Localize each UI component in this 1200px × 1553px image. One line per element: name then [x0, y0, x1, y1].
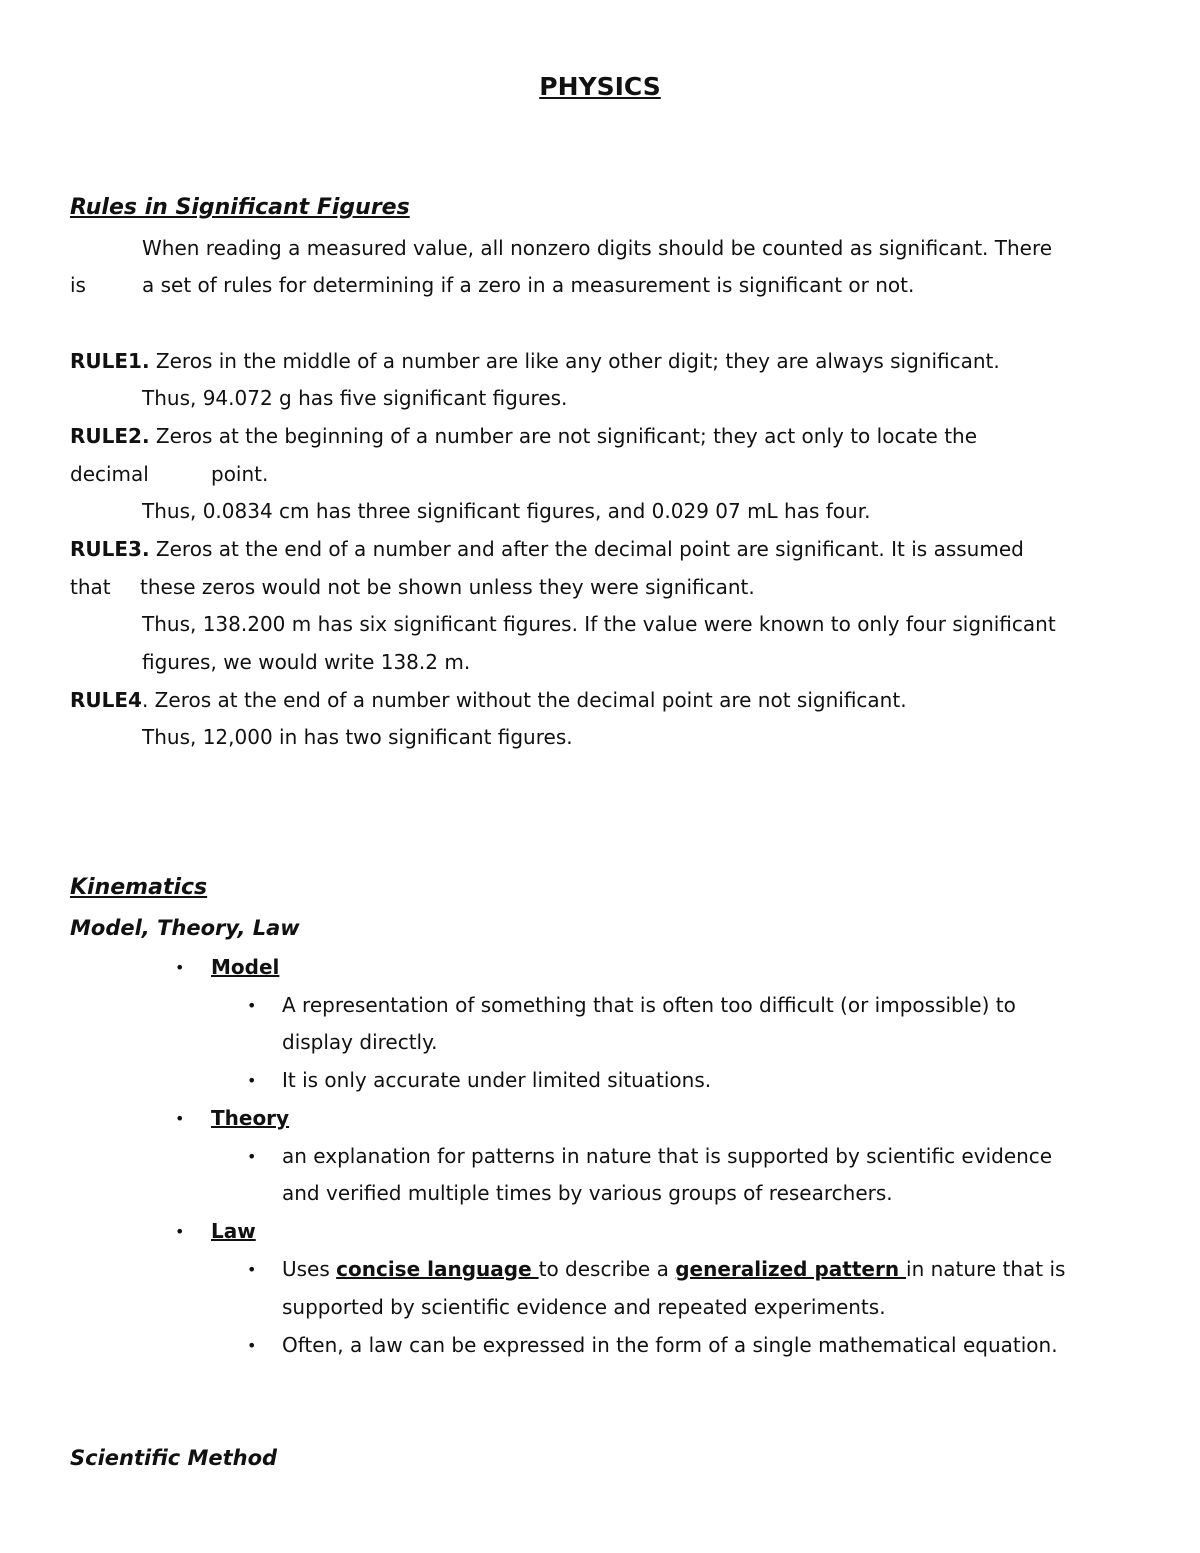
rule-4-label: RULE4: [70, 688, 142, 712]
section-heading-kinematics: Kinematics: [70, 875, 208, 900]
page-title: PHYSICS: [539, 72, 661, 101]
rule-4-example: Thus, 12,000 in has two significant figures.: [142, 725, 573, 749]
law-term-concise-language: concise language: [336, 1257, 539, 1281]
subheading-model-theory-law: Model, Theory, Law: [70, 916, 300, 940]
model-item-2: It is only accurate under limited situations.: [282, 1068, 712, 1092]
law-item-1-mid: to describe a: [538, 1257, 676, 1281]
rule-3: [70, 539, 1024, 559]
model-item-1-line-1: A representation of something that is often too difficult (or impossible) to: [282, 993, 1016, 1017]
bullet-icon: •: [247, 1336, 257, 1355]
model-item-1-line-2: display directly.: [282, 1030, 438, 1054]
rule-2-decimal: decimal: [70, 462, 149, 486]
rule-2-text: Zeros at the beginning of a number are not significant; they act only to locate the: [149, 424, 978, 448]
rule-2-label: RULE2.: [70, 424, 150, 448]
rule-2: [70, 426, 977, 446]
rule-3-continuation: these zeros would not be shown unless they were significant.: [140, 575, 755, 599]
model-label: Model: [211, 955, 280, 979]
rule-1: [70, 351, 1000, 371]
rule-3-example-1: Thus, 138.200 m has six significant figures. If the value were known to only four significant: [142, 612, 1056, 636]
bullet-icon: •: [247, 1071, 257, 1090]
subheading-scientific-method: Scientific Method: [70, 1446, 278, 1470]
bullet-icon: •: [247, 996, 257, 1015]
bullet-icon: •: [247, 1260, 257, 1279]
rule-2-example: Thus, 0.0834 cm has three significant figures, and 0.029 07 mL has four.: [142, 499, 871, 523]
law-item-1-line-2: supported by scientific evidence and repeated experiments.: [282, 1295, 886, 1319]
intro-is: is: [70, 273, 86, 297]
rule-4-text: . Zeros at the end of a number without the decimal point are not significant.: [141, 688, 907, 712]
bullet-icon: •: [247, 1147, 257, 1166]
law-item-1-line-1: [282, 1259, 1065, 1279]
rule-1-text: Zeros in the middle of a number are like any other digit; they are always significant.: [149, 349, 1000, 373]
bullet-icon: •: [175, 1109, 185, 1128]
intro-line-1: When reading a measured value, all nonzero digits should be counted as significant. There: [142, 236, 1053, 260]
rule-3-example-2: figures, we would write 138.2 m.: [142, 650, 471, 674]
law-label: Law: [211, 1219, 256, 1243]
law-item-1-post: in nature that is: [906, 1257, 1066, 1281]
theory-label: Theory: [211, 1106, 290, 1130]
theory-item-1-line-1: an explanation for patterns in nature that is supported by scientific evidence: [282, 1144, 1053, 1168]
rule-1-example: Thus, 94.072 g has five significant figures.: [142, 386, 568, 410]
law-item-2: Often, a law can be expressed in the form of a single mathematical equation.: [282, 1333, 1058, 1357]
theory-item-1-line-2: and verified multiple times by various groups of researchers.: [282, 1181, 893, 1205]
rule-1-label: RULE1.: [70, 349, 150, 373]
rule-2-point: point.: [211, 462, 269, 486]
rule-3-text: Zeros at the end of a number and after the decimal point are significant. It is assumed: [149, 537, 1024, 561]
intro-line-2: a set of rules for determining if a zero in a measurement is significant or not.: [142, 273, 915, 297]
law-term-generalized-pattern: generalized pattern: [675, 1257, 907, 1281]
rule-3-label: RULE3.: [70, 537, 150, 561]
section-heading-significant-figures: Rules in Significant Figures: [70, 195, 410, 220]
bullet-icon: •: [175, 1222, 185, 1241]
law-item-1-pre: Uses: [282, 1257, 337, 1281]
bullet-icon: •: [175, 958, 185, 977]
rule-3-that: that: [70, 575, 111, 599]
rule-4: [70, 690, 907, 710]
